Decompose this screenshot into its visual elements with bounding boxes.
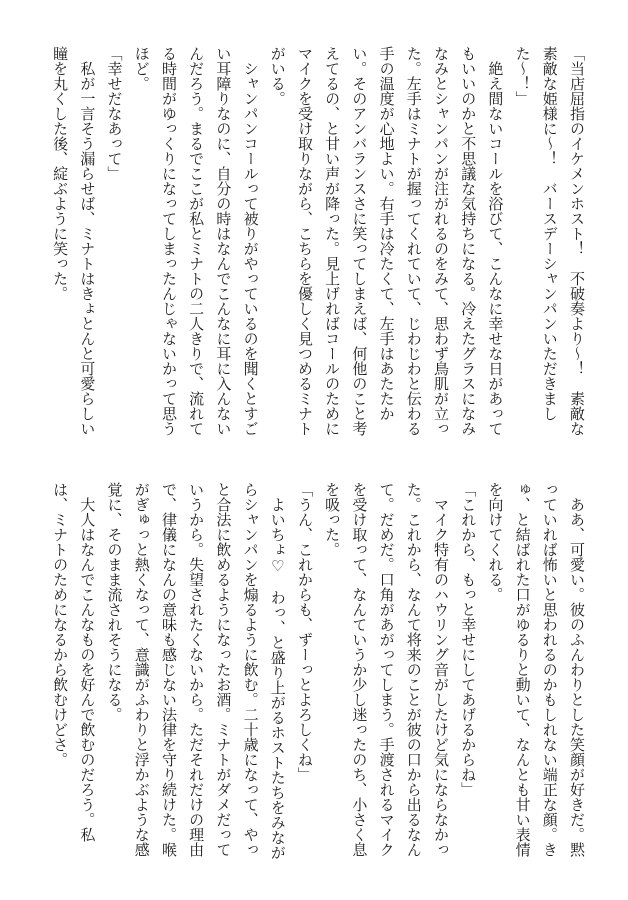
paragraph: 「うん、これからも、ずーっとよろしくね」 xyxy=(295,482,314,782)
paragraph: 大人はなんでこんなものを好んで飲むのだろう。私は、ミナトのためになるから飲むけどさ。 xyxy=(51,482,97,842)
paragraph: 私が一言そう漏らせば、ミナトはきょとんと可愛らしい瞳を丸くした後、綻ぶように笑った。 xyxy=(51,46,97,436)
paragraph: よいちょ♡ わっ、と盛り上がるホストたちをみながらシャンパンを煽るように飲む。二十歳になって、やっと合法に飲めるようになったお酒。ミナトがダメだっていうから。失望されたくないから。ただそれだけの理由で、律儀になんの意味も感じない法律を守り続けた。喉がぎゅっと熱くなって、意識がふわりと浮かぶような感覚に、そのまま流されそうになる。 xyxy=(105,482,287,860)
paragraph: 「当店屈指のイケメンホスト！ 不破奏より〜！ 素敵な素敵な姫様に〜！ バースデーシャンパンいただきました〜！」 xyxy=(513,46,586,436)
paragraph: 「これから、もっと幸せにしてあげるからね」 xyxy=(459,482,478,797)
paragraph: 「幸せだなあって」 xyxy=(105,46,124,181)
paragraph: 絶え間ないコールを浴びて、こんなに幸せな日があってもいいのかと不思議な気持ちになる。冷えたグラスになみなみとシャンパンが注がれるのをみて、思わず鳥肌が立った。左手はミナトが握ってくれていて、じわじわと伝わる手の温度が心地よい。右手は冷たくて、左手はあたたかい。そのアンバランスさに笑ってしまえば、何他のこと考えてるの、と甘い声が降った。見上げればコールのためにマイクを受け取りながら、こちらを優しく見つめるミナトがいる。 xyxy=(268,46,505,436)
paragraph: ああ、可愛い。彼のふんわりとした笑顔が好きだ。黙っていれば怖いと思われるのかもしれない端正な顔。きゅ、と結ばれた口がゆるりと動いて、なんとも甘い表情を向けてくれる。 xyxy=(486,482,586,857)
paragraph: シャンパンコールって被りがやっているのを聞くとすごい耳障りなのに、自分の時はなんでこんなに耳に入んないんだろう。まるでここが私とミナトの二人きりで、流れてる時間がゆっくりになってしまったんじゃないかって思うほど。 xyxy=(132,46,260,436)
paragraph: マイク特有のハウリング音がしたけど気にならなかった。これから、なんて将来のことが彼の口から出るなんて。だめだ。口角があがってしまう。手渡されるマイクを受け取って、なんていうか少し迷ったのち、小さく息を吸った。 xyxy=(323,482,450,857)
top-text-block xyxy=(38,46,590,438)
bottom-text-block xyxy=(38,482,590,862)
